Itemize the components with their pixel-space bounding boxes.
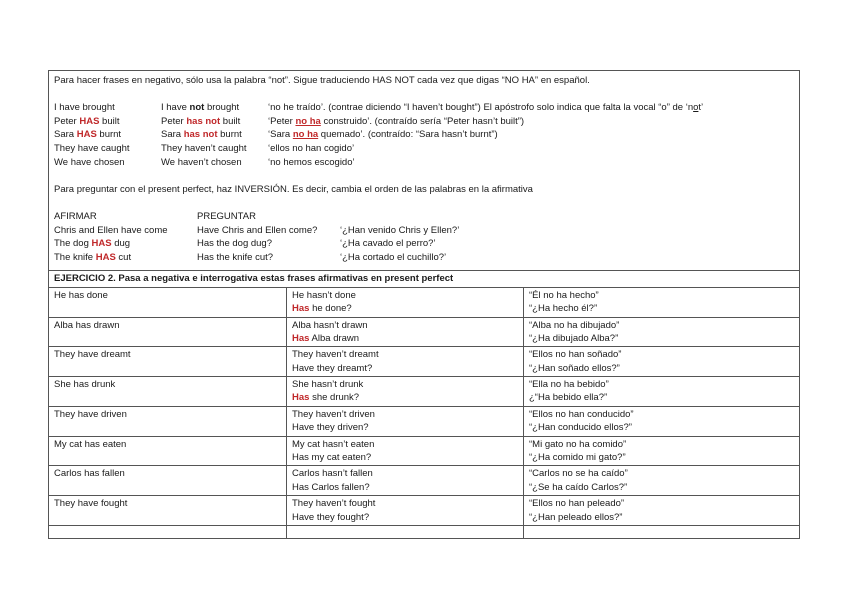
question-headers [54, 210, 794, 224]
answer-cell [287, 347, 524, 377]
affirmative-sentence: Carlos has fallen [54, 468, 125, 480]
affirmative-cell [49, 287, 287, 317]
translation-cell [524, 466, 800, 496]
affirmative-text: burnt [96, 129, 122, 141]
translation-cell [524, 347, 800, 377]
question-instruction: Para preguntar con el present perfect, haz INVERSIÓN. Es decir, cambia el orden de las palabras en la afirmativa [54, 183, 533, 195]
answer-cell [287, 436, 524, 466]
highlight-has: HAS [79, 115, 100, 127]
affirmative-cell [49, 317, 287, 347]
translation-cell [524, 406, 800, 436]
document-page [48, 70, 799, 539]
question-translation: “¿Han peleado ellos?” [529, 511, 623, 523]
question-sentence: Has my cat eaten? [292, 452, 372, 464]
negative-text: built [220, 115, 241, 127]
affirmative-text: We have chosen [54, 156, 125, 168]
affirmative-sentence: She has drunk [54, 379, 116, 391]
grammar-table [48, 70, 800, 539]
negative-example-row [54, 142, 794, 156]
negative-sentence: They haven’t fought [292, 498, 376, 510]
negative-translation: “Ella no ha bebido” [529, 379, 609, 391]
affirmative-text: I have brought [54, 102, 115, 114]
translation-cell [524, 496, 800, 526]
answer-cell [287, 496, 524, 526]
question-translation: “¿Ha dibujado Alba?” [529, 332, 619, 344]
negative-translation: “Él no ha hecho” [529, 289, 599, 301]
negative-sentence: They haven’t driven [292, 408, 375, 420]
negative-text: burnt [217, 129, 242, 141]
highlight-has: HAS [95, 251, 116, 263]
affirmative-cell [49, 436, 287, 466]
highlight-has: Has [292, 392, 310, 404]
affirmative-text: cut [115, 251, 132, 263]
negative-instruction: Para hacer frases en negativo, sólo usa la palabra “not”. Sigue traduciendo HAS NOT cada vez que digas “NO HA” en español. [54, 75, 590, 86]
highlight-has: HAS [91, 238, 112, 250]
question-sentence: Have they fought? [292, 511, 370, 523]
question-examples [54, 224, 794, 265]
negative-examples [54, 101, 794, 169]
question-translation: ¿“Ha bebido ella?” [529, 392, 608, 404]
exercise-row [49, 436, 800, 466]
question-text: Has the dog dug? [197, 238, 273, 250]
negative-text: We haven’t chosen [161, 156, 242, 168]
highlight-not: has not [186, 115, 221, 127]
translation-text: ‘Peter [268, 115, 296, 127]
negative-sentence: Alba hasn’t drawn [292, 319, 368, 331]
affirmative-cell [49, 496, 287, 526]
affirmative-sentence: Alba has drawn [54, 319, 120, 331]
intro-cell [49, 71, 800, 271]
exercise-title-row [49, 271, 800, 287]
highlight-has: HAS [76, 129, 97, 141]
affirmative-text: Peter [54, 115, 80, 127]
question-sentence: Have they dreamt? [292, 362, 373, 374]
question-text: Has the knife cut? [197, 251, 274, 263]
affirmative-text: Sara [54, 129, 77, 141]
translation-text: quemado’. (contraído: “Sara hasn’t burnt”) [318, 129, 498, 141]
affirmative-sentence: They have driven [54, 408, 127, 420]
negative-translation: “Carlos no se ha caído” [529, 468, 628, 480]
translation-highlight: no ha [295, 115, 321, 127]
translation-text: ‘ellos no han cogido’ [268, 142, 355, 154]
negative-translation: “Ellos no han peleado” [529, 498, 625, 510]
translation-text: construido’. (contraído sería “Peter hasn’t built”) [320, 115, 525, 127]
question-sentence: Alba drawn [309, 332, 360, 344]
affirmative-cell [49, 466, 287, 496]
affirmative-cell [49, 406, 287, 436]
affirmative-cell [49, 377, 287, 407]
exercise-rows [49, 287, 800, 525]
empty-row [49, 525, 800, 538]
affirmative-text: Chris and Ellen have come [54, 224, 168, 236]
question-example-row [54, 224, 794, 238]
exercise-row [49, 496, 800, 526]
answer-cell [287, 466, 524, 496]
answer-cell [287, 317, 524, 347]
translation-text: ‘¿Ha cavado el perro?’ [340, 238, 436, 250]
translation-text: ‘no hemos escogido’ [268, 156, 355, 168]
question-translation: “¿Han conducido ellos?” [529, 422, 632, 434]
negative-text: Peter [161, 115, 187, 127]
affirmative-text: They have caught [54, 142, 130, 154]
question-example-row [54, 251, 794, 265]
translation-cell [524, 317, 800, 347]
negative-example-row [54, 128, 794, 142]
affirmative-sentence: He has done [54, 289, 108, 301]
affirmative-sentence: My cat has eaten [54, 438, 127, 450]
answer-cell [287, 377, 524, 407]
negative-text: Sara [161, 129, 184, 141]
question-translation: “¿Ha comido mi gato?” [529, 452, 626, 464]
question-text: Have Chris and Ellen come? [197, 224, 318, 236]
question-sentence: he done? [309, 303, 352, 315]
answer-cell [287, 287, 524, 317]
negative-sentence: She hasn’t drunk [292, 379, 364, 391]
negative-translation: “Mi gato no ha comido” [529, 438, 627, 450]
affirmative-text: built [99, 115, 120, 127]
negative-sentence: My cat hasn’t eaten [292, 438, 375, 450]
negative-example-row [54, 115, 794, 129]
exercise-row [49, 317, 800, 347]
affirmative-text: dug [111, 238, 131, 250]
negative-sentence: He hasn’t done [292, 289, 356, 301]
exercise-row [49, 377, 800, 407]
highlight-not: has not [183, 129, 218, 141]
translation-text: t’ [698, 102, 704, 114]
negative-translation: “Ellos no han soñado” [529, 349, 622, 361]
translation-cell [524, 436, 800, 466]
negative-text: brought [204, 102, 240, 114]
exercise-title: EJERCICIO 2. Pasa a negativa e interrogativa estas frases afirmativas en present perfect [49, 271, 800, 287]
negative-translation: “Ellos no han conducido” [529, 408, 634, 420]
translation-cell [524, 377, 800, 407]
exercise-row [49, 466, 800, 496]
negative-text: They haven’t caught [161, 142, 247, 154]
negative-text: I have [161, 102, 190, 114]
translation-cell [524, 287, 800, 317]
affirmative-sentence: They have fought [54, 498, 128, 510]
header-ask: PREGUNTAR [197, 210, 256, 222]
exercise-row [49, 406, 800, 436]
question-sentence: Have they driven? [292, 422, 369, 434]
translation-text: ‘no he traído’. (contrae diciendo “I haven’t bought”) El apóstrofo solo indica que falta la vocal “o” de ‘n [268, 102, 694, 114]
question-translation: “¿Se ha caído Carlos?” [529, 481, 628, 493]
negative-example-row [54, 156, 794, 170]
translation-text: ‘Sara [268, 129, 293, 141]
affirmative-sentence: They have dreamt [54, 349, 131, 361]
question-sentence: Has Carlos fallen? [292, 481, 370, 493]
translation-text: ‘¿Han venido Chris y Ellen?’ [340, 224, 460, 236]
intro-row [49, 71, 800, 271]
negative-translation: “Alba no ha dibujado” [529, 319, 620, 331]
affirmative-text: The dog [54, 238, 92, 250]
question-sentence: she drunk? [309, 392, 360, 404]
affirmative-text: The knife [54, 251, 96, 263]
question-translation: “¿Han soñado ellos?” [529, 362, 620, 374]
negative-example-row [54, 101, 794, 115]
exercise-row [49, 287, 800, 317]
highlight-has: Has [292, 303, 310, 315]
highlight-not: not [189, 102, 205, 114]
translation-text: ‘¿Ha cortado el cuchillo?’ [340, 251, 447, 263]
translation-highlight: no ha [292, 129, 319, 141]
translation-highlight: o [693, 102, 699, 114]
negative-sentence: They haven’t dreamt [292, 349, 379, 361]
answer-cell [287, 406, 524, 436]
negative-sentence: Carlos hasn’t fallen [292, 468, 373, 480]
highlight-has: Has [292, 332, 310, 344]
exercise-row [49, 347, 800, 377]
header-affirm: AFIRMAR [54, 210, 97, 222]
question-translation: “¿Ha hecho él?” [529, 303, 598, 315]
affirmative-cell [49, 347, 287, 377]
question-example-row [54, 237, 794, 251]
